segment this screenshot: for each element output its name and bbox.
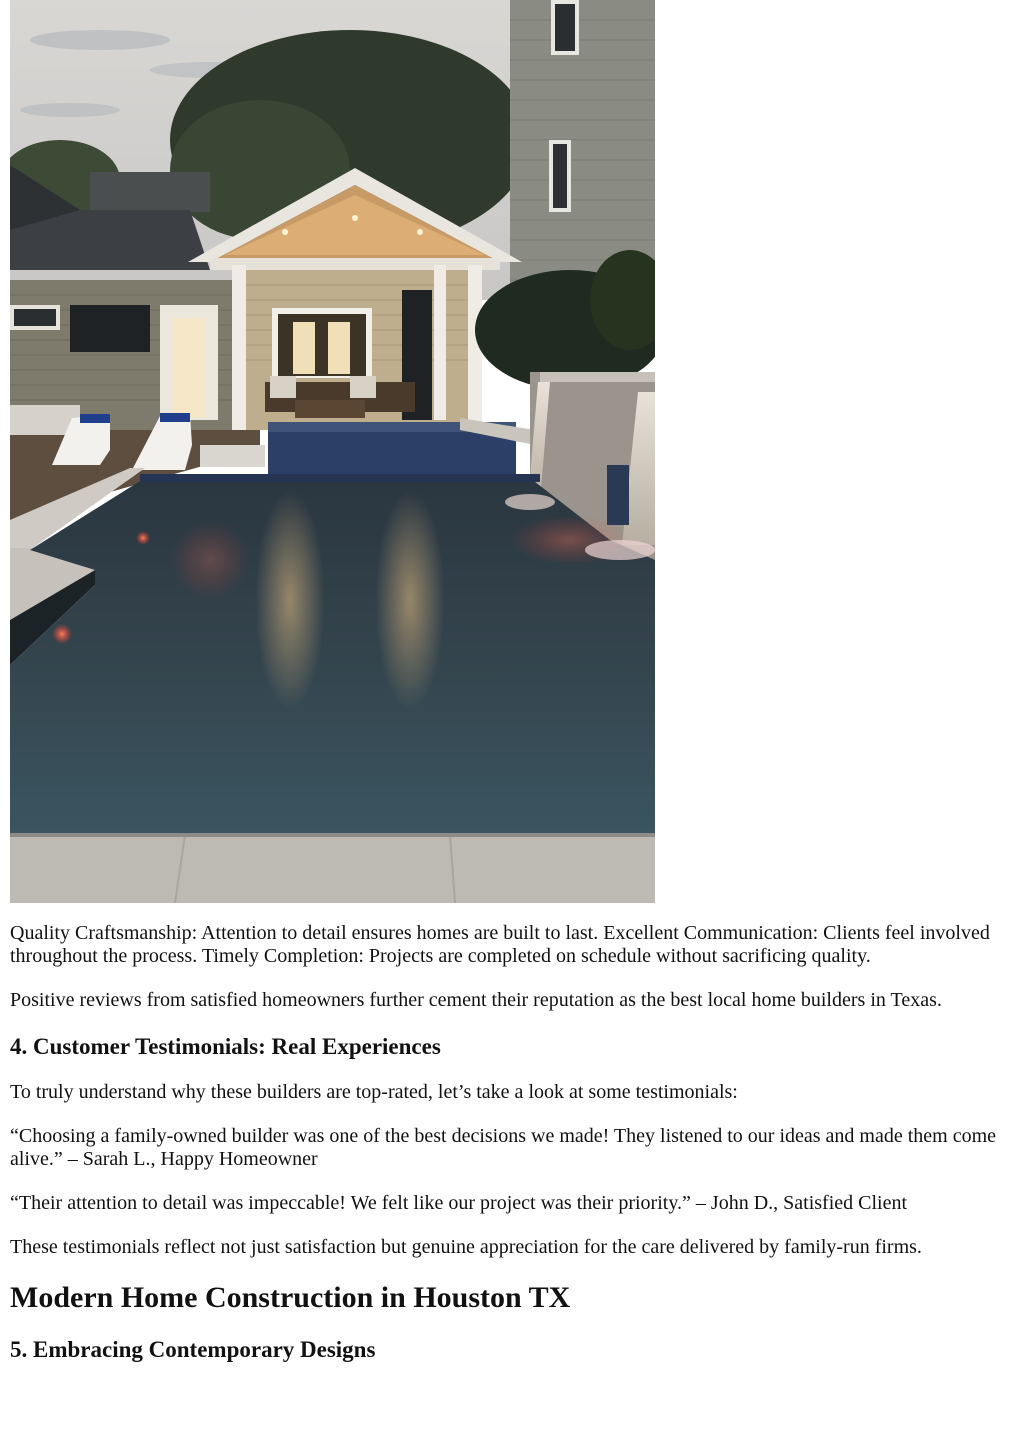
article-paragraph: These testimonials reflect not just satisfaction but genuine appreciation for the care delivered by family-run firms.: [10, 1236, 922, 1258]
article-paragraph: Quality Craftsmanship: Attention to detail ensures homes are built to last. Excellent Communication: Clients feel involved throughout the process. Timely Completion: Projects are completed on schedule without sacrificing quality.: [10, 922, 990, 967]
article-paragraph: Positive reviews from satisfied homeowners further cement their reputation as the best local home builders in Texas.: [10, 989, 942, 1011]
section-heading-testimonials: 4. Customer Testimonials: Real Experiences: [10, 1034, 441, 1059]
main-heading-modern-construction: Modern Home Construction in Houston TX: [10, 1281, 571, 1314]
backyard-pool-photo: [10, 0, 655, 903]
article-body: [10, 922, 1000, 1384]
testimonial-quote: “Their attention to detail was impeccable! We felt like our project was their priority.” – John D., Satisfied Client: [10, 1192, 908, 1214]
section-heading-contemporary-designs: 5. Embracing Contemporary Designs: [10, 1337, 376, 1362]
testimonial-quote: “Choosing a family-owned builder was one of the best decisions we made! They listened to our ideas and made them come alive.” – Sarah L., Happy Homeowner: [10, 1125, 997, 1170]
article-paragraph: To truly understand why these builders are top-rated, let’s take a look at some testimonials:: [10, 1081, 738, 1103]
